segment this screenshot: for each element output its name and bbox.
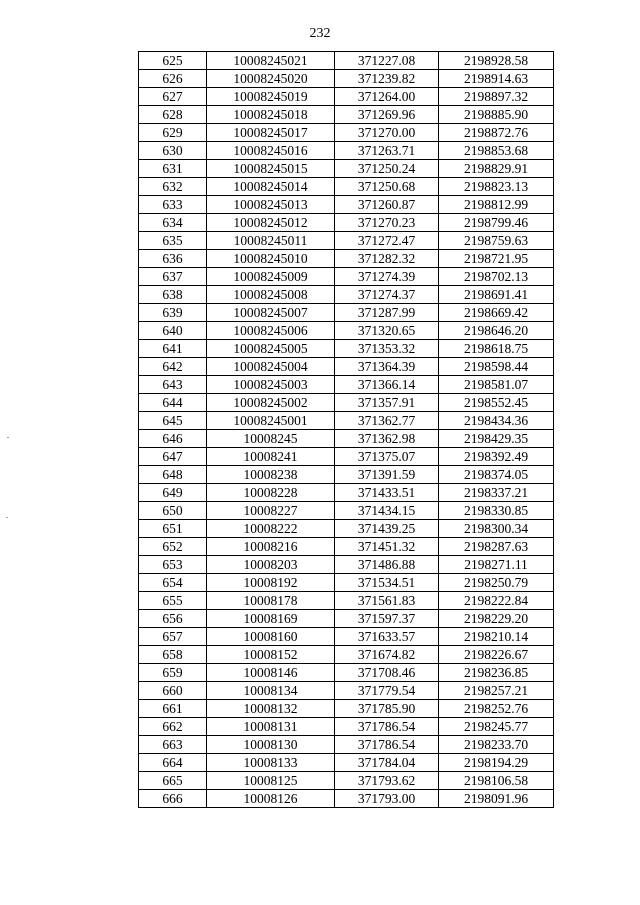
y-coordinate-cell: 2198252.76 xyxy=(439,700,554,718)
y-coordinate-cell: 2198759.63 xyxy=(439,232,554,250)
y-coordinate-cell: 2198374.05 xyxy=(439,466,554,484)
point-number-cell: 625 xyxy=(139,52,207,70)
point-number-cell: 663 xyxy=(139,736,207,754)
table-row xyxy=(139,250,554,268)
table-row xyxy=(139,466,554,484)
point-id-cell: 10008152 xyxy=(207,646,335,664)
y-coordinate-cell: 2198392.49 xyxy=(439,448,554,466)
table-row xyxy=(139,340,554,358)
y-coordinate-cell: 2198434.36 xyxy=(439,412,554,430)
point-id-cell: 10008245016 xyxy=(207,142,335,160)
point-id-cell: 10008245019 xyxy=(207,88,335,106)
point-number-cell: 650 xyxy=(139,502,207,520)
page-number: 232 xyxy=(309,26,331,41)
table-row xyxy=(139,88,554,106)
x-coordinate-cell: 371534.51 xyxy=(335,574,439,592)
x-coordinate-cell: 371357.91 xyxy=(335,394,439,412)
coordinates-table xyxy=(138,51,554,808)
point-number-cell: 647 xyxy=(139,448,207,466)
point-id-cell: 10008134 xyxy=(207,682,335,700)
x-coordinate-cell: 371375.07 xyxy=(335,448,439,466)
table-row xyxy=(139,394,554,412)
point-number-cell: 646 xyxy=(139,430,207,448)
point-number-cell: 633 xyxy=(139,196,207,214)
x-coordinate-cell: 371779.54 xyxy=(335,682,439,700)
y-coordinate-cell: 2198236.85 xyxy=(439,664,554,682)
table-row xyxy=(139,448,554,466)
x-coordinate-cell: 371561.83 xyxy=(335,592,439,610)
x-coordinate-cell: 371439.25 xyxy=(335,520,439,538)
point-number-cell: 642 xyxy=(139,358,207,376)
x-coordinate-cell: 371674.82 xyxy=(335,646,439,664)
point-id-cell: 10008245007 xyxy=(207,304,335,322)
x-coordinate-cell: 371270.23 xyxy=(335,214,439,232)
point-number-cell: 632 xyxy=(139,178,207,196)
table-row xyxy=(139,232,554,250)
x-coordinate-cell: 371784.04 xyxy=(335,754,439,772)
point-number-cell: 645 xyxy=(139,412,207,430)
point-number-cell: 636 xyxy=(139,250,207,268)
y-coordinate-cell: 2198337.21 xyxy=(439,484,554,502)
x-coordinate-cell: 371364.39 xyxy=(335,358,439,376)
point-number-cell: 641 xyxy=(139,340,207,358)
x-coordinate-cell: 371250.24 xyxy=(335,160,439,178)
y-coordinate-cell: 2198271.11 xyxy=(439,556,554,574)
table-row xyxy=(139,268,554,286)
x-coordinate-cell: 371434.15 xyxy=(335,502,439,520)
table-row xyxy=(139,736,554,754)
x-coordinate-cell: 371362.98 xyxy=(335,430,439,448)
x-coordinate-cell: 371708.46 xyxy=(335,664,439,682)
y-coordinate-cell: 2198226.67 xyxy=(439,646,554,664)
point-id-cell: 10008245021 xyxy=(207,52,335,70)
table-row xyxy=(139,70,554,88)
table-row xyxy=(139,664,554,682)
x-coordinate-cell: 371793.00 xyxy=(335,790,439,808)
y-coordinate-cell: 2198829.91 xyxy=(439,160,554,178)
y-coordinate-cell: 2198210.14 xyxy=(439,628,554,646)
x-coordinate-cell: 371239.82 xyxy=(335,70,439,88)
point-id-cell: 10008227 xyxy=(207,502,335,520)
point-id-cell: 10008203 xyxy=(207,556,335,574)
x-coordinate-cell: 371287.99 xyxy=(335,304,439,322)
table-row xyxy=(139,502,554,520)
y-coordinate-cell: 2198853.68 xyxy=(439,142,554,160)
x-coordinate-cell: 371269.96 xyxy=(335,106,439,124)
point-number-cell: 659 xyxy=(139,664,207,682)
point-number-cell: 639 xyxy=(139,304,207,322)
point-number-cell: 628 xyxy=(139,106,207,124)
point-id-cell: 10008245006 xyxy=(207,322,335,340)
table-row xyxy=(139,772,554,790)
table-row xyxy=(139,286,554,304)
point-number-cell: 660 xyxy=(139,682,207,700)
point-number-cell: 635 xyxy=(139,232,207,250)
point-number-cell: 648 xyxy=(139,466,207,484)
coordinates-table-body xyxy=(139,52,554,808)
point-number-cell: 651 xyxy=(139,520,207,538)
y-coordinate-cell: 2198928.58 xyxy=(439,52,554,70)
point-number-cell: 655 xyxy=(139,592,207,610)
point-id-cell: 10008245018 xyxy=(207,106,335,124)
point-number-cell: 630 xyxy=(139,142,207,160)
y-coordinate-cell: 2198222.84 xyxy=(439,592,554,610)
point-id-cell: 10008245005 xyxy=(207,340,335,358)
x-coordinate-cell: 371274.37 xyxy=(335,286,439,304)
point-number-cell: 666 xyxy=(139,790,207,808)
point-id-cell: 10008245001 xyxy=(207,412,335,430)
point-id-cell: 10008238 xyxy=(207,466,335,484)
point-number-cell: 662 xyxy=(139,718,207,736)
point-id-cell: 10008131 xyxy=(207,718,335,736)
point-id-cell: 10008245003 xyxy=(207,376,335,394)
y-coordinate-cell: 2198287.63 xyxy=(439,538,554,556)
y-coordinate-cell: 2198233.70 xyxy=(439,736,554,754)
y-coordinate-cell: 2198257.21 xyxy=(439,682,554,700)
point-id-cell: 10008245011 xyxy=(207,232,335,250)
x-coordinate-cell: 371366.14 xyxy=(335,376,439,394)
table-row xyxy=(139,592,554,610)
y-coordinate-cell: 2198812.99 xyxy=(439,196,554,214)
y-coordinate-cell: 2198581.07 xyxy=(439,376,554,394)
point-number-cell: 640 xyxy=(139,322,207,340)
point-id-cell: 10008222 xyxy=(207,520,335,538)
x-coordinate-cell: 371633.57 xyxy=(335,628,439,646)
x-coordinate-cell: 371451.32 xyxy=(335,538,439,556)
x-coordinate-cell: 371282.32 xyxy=(335,250,439,268)
y-coordinate-cell: 2198897.32 xyxy=(439,88,554,106)
point-id-cell: 10008245004 xyxy=(207,358,335,376)
point-id-cell: 10008125 xyxy=(207,772,335,790)
point-id-cell: 10008245012 xyxy=(207,214,335,232)
point-id-cell: 10008245020 xyxy=(207,70,335,88)
x-coordinate-cell: 371362.77 xyxy=(335,412,439,430)
table-row xyxy=(139,160,554,178)
point-number-cell: 665 xyxy=(139,772,207,790)
x-coordinate-cell: 371263.71 xyxy=(335,142,439,160)
point-id-cell: 10008192 xyxy=(207,574,335,592)
point-id-cell: 10008178 xyxy=(207,592,335,610)
table-row xyxy=(139,610,554,628)
point-number-cell: 643 xyxy=(139,376,207,394)
y-coordinate-cell: 2198429.35 xyxy=(439,430,554,448)
x-coordinate-cell: 371391.59 xyxy=(335,466,439,484)
y-coordinate-cell: 2198618.75 xyxy=(439,340,554,358)
y-coordinate-cell: 2198721.95 xyxy=(439,250,554,268)
point-number-cell: 626 xyxy=(139,70,207,88)
y-coordinate-cell: 2198823.13 xyxy=(439,178,554,196)
y-coordinate-cell: 2198885.90 xyxy=(439,106,554,124)
x-coordinate-cell: 371270.00 xyxy=(335,124,439,142)
y-coordinate-cell: 2198245.77 xyxy=(439,718,554,736)
point-number-cell: 656 xyxy=(139,610,207,628)
y-coordinate-cell: 2198669.42 xyxy=(439,304,554,322)
x-coordinate-cell: 371353.32 xyxy=(335,340,439,358)
table-row xyxy=(139,106,554,124)
table-row xyxy=(139,682,554,700)
point-number-cell: 658 xyxy=(139,646,207,664)
point-id-cell: 10008245002 xyxy=(207,394,335,412)
point-number-cell: 631 xyxy=(139,160,207,178)
y-coordinate-cell: 2198091.96 xyxy=(439,790,554,808)
table-row xyxy=(139,574,554,592)
table-row xyxy=(139,196,554,214)
point-number-cell: 649 xyxy=(139,484,207,502)
y-coordinate-cell: 2198872.76 xyxy=(439,124,554,142)
point-id-cell: 10008228 xyxy=(207,484,335,502)
point-id-cell: 10008126 xyxy=(207,790,335,808)
x-coordinate-cell: 371264.00 xyxy=(335,88,439,106)
y-coordinate-cell: 2198799.46 xyxy=(439,214,554,232)
point-id-cell: 10008245013 xyxy=(207,196,335,214)
x-coordinate-cell: 371486.88 xyxy=(335,556,439,574)
y-coordinate-cell: 2198250.79 xyxy=(439,574,554,592)
point-id-cell: 10008146 xyxy=(207,664,335,682)
table-row xyxy=(139,484,554,502)
scan-speck xyxy=(6,517,8,518)
y-coordinate-cell: 2198106.58 xyxy=(439,772,554,790)
x-coordinate-cell: 371786.54 xyxy=(335,736,439,754)
point-id-cell: 10008245015 xyxy=(207,160,335,178)
point-number-cell: 629 xyxy=(139,124,207,142)
table-row xyxy=(139,52,554,70)
point-number-cell: 638 xyxy=(139,286,207,304)
y-coordinate-cell: 2198330.85 xyxy=(439,502,554,520)
point-id-cell: 10008160 xyxy=(207,628,335,646)
x-coordinate-cell: 371250.68 xyxy=(335,178,439,196)
point-number-cell: 664 xyxy=(139,754,207,772)
point-number-cell: 634 xyxy=(139,214,207,232)
table-row xyxy=(139,304,554,322)
y-coordinate-cell: 2198194.29 xyxy=(439,754,554,772)
x-coordinate-cell: 371786.54 xyxy=(335,718,439,736)
x-coordinate-cell: 371433.51 xyxy=(335,484,439,502)
table-row xyxy=(139,538,554,556)
table-row xyxy=(139,376,554,394)
x-coordinate-cell: 371260.87 xyxy=(335,196,439,214)
point-id-cell: 10008133 xyxy=(207,754,335,772)
y-coordinate-cell: 2198691.41 xyxy=(439,286,554,304)
point-id-cell: 10008245017 xyxy=(207,124,335,142)
y-coordinate-cell: 2198552.45 xyxy=(439,394,554,412)
point-number-cell: 627 xyxy=(139,88,207,106)
x-coordinate-cell: 371793.62 xyxy=(335,772,439,790)
y-coordinate-cell: 2198646.20 xyxy=(439,322,554,340)
point-number-cell: 654 xyxy=(139,574,207,592)
y-coordinate-cell: 2198702.13 xyxy=(439,268,554,286)
point-id-cell: 10008245 xyxy=(207,430,335,448)
point-id-cell: 10008241 xyxy=(207,448,335,466)
point-id-cell: 10008169 xyxy=(207,610,335,628)
y-coordinate-cell: 2198300.34 xyxy=(439,520,554,538)
point-number-cell: 657 xyxy=(139,628,207,646)
point-number-cell: 653 xyxy=(139,556,207,574)
table-row xyxy=(139,214,554,232)
point-id-cell: 10008245014 xyxy=(207,178,335,196)
x-coordinate-cell: 371272.47 xyxy=(335,232,439,250)
x-coordinate-cell: 371227.08 xyxy=(335,52,439,70)
point-id-cell: 10008245009 xyxy=(207,268,335,286)
table-row xyxy=(139,142,554,160)
point-number-cell: 661 xyxy=(139,700,207,718)
point-number-cell: 637 xyxy=(139,268,207,286)
point-id-cell: 10008130 xyxy=(207,736,335,754)
point-number-cell: 644 xyxy=(139,394,207,412)
table-row xyxy=(139,178,554,196)
table-row xyxy=(139,556,554,574)
scan-speck xyxy=(7,437,9,438)
x-coordinate-cell: 371597.37 xyxy=(335,610,439,628)
y-coordinate-cell: 2198229.20 xyxy=(439,610,554,628)
point-number-cell: 652 xyxy=(139,538,207,556)
x-coordinate-cell: 371274.39 xyxy=(335,268,439,286)
table-row xyxy=(139,358,554,376)
table-row xyxy=(139,430,554,448)
table-row xyxy=(139,646,554,664)
x-coordinate-cell: 371785.90 xyxy=(335,700,439,718)
table-row xyxy=(139,718,554,736)
point-id-cell: 10008216 xyxy=(207,538,335,556)
x-coordinate-cell: 371320.65 xyxy=(335,322,439,340)
y-coordinate-cell: 2198914.63 xyxy=(439,70,554,88)
table-row xyxy=(139,754,554,772)
point-id-cell: 10008245008 xyxy=(207,286,335,304)
y-coordinate-cell: 2198598.44 xyxy=(439,358,554,376)
table-row xyxy=(139,520,554,538)
table-row xyxy=(139,790,554,808)
point-id-cell: 10008132 xyxy=(207,700,335,718)
table-row xyxy=(139,700,554,718)
table-row xyxy=(139,412,554,430)
table-row xyxy=(139,322,554,340)
table-row xyxy=(139,628,554,646)
table-row xyxy=(139,124,554,142)
point-id-cell: 10008245010 xyxy=(207,250,335,268)
